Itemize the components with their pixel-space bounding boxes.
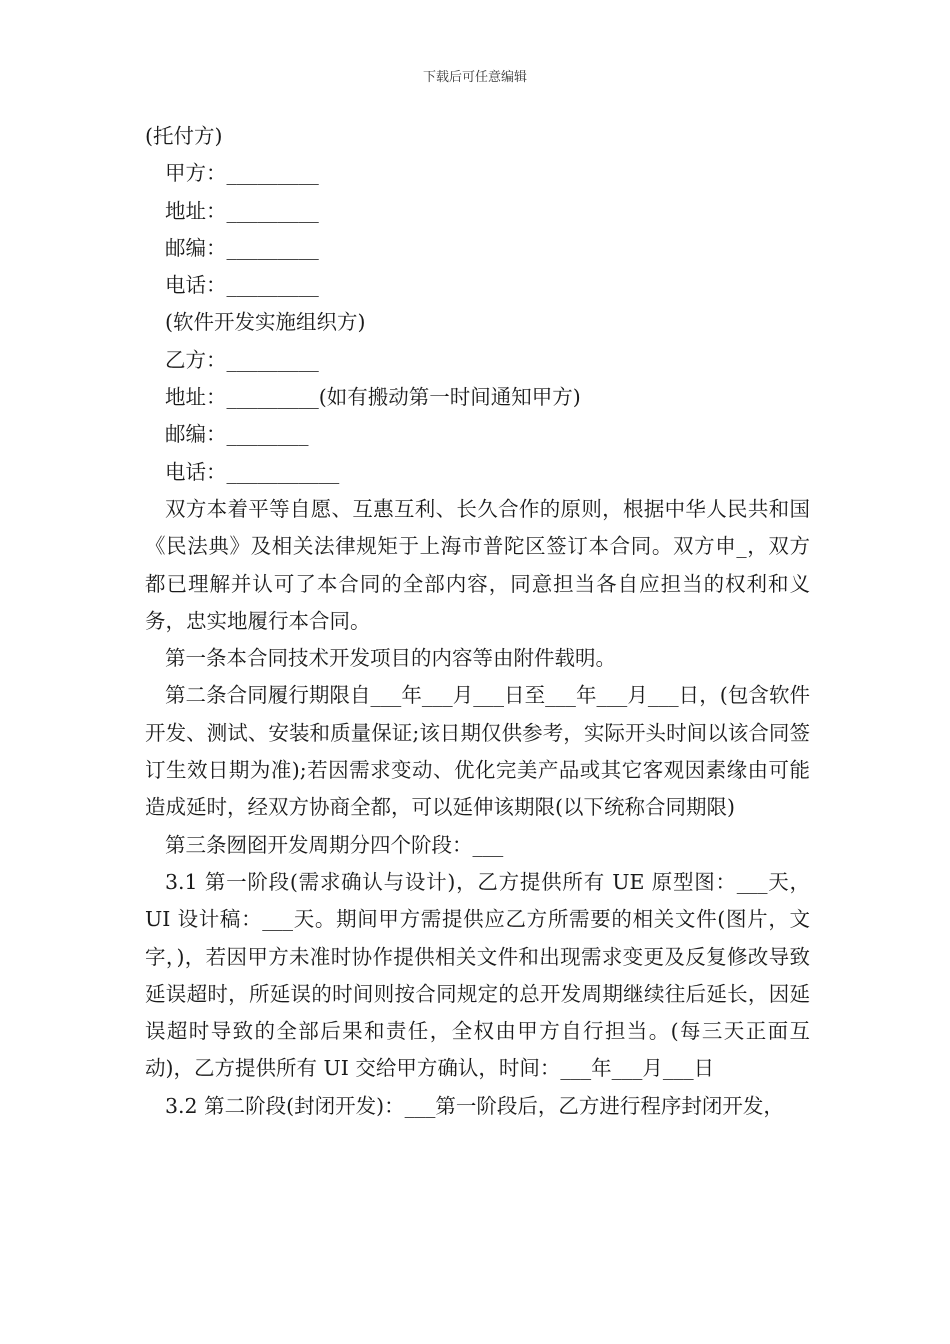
party-b-postcode: 邮编：________ — [165, 422, 309, 447]
party-a-postcode: 邮编：_________ — [165, 235, 319, 260]
party-b-name: 乙方：_________ — [165, 347, 319, 372]
party-a-name: 甲方：_________ — [165, 161, 319, 186]
party-a-phone: 电话：_________ — [165, 273, 319, 298]
party-a-heading: (托付方) — [145, 124, 223, 148]
article-2: 第二条合同履行期限自___年___月___日至___年___月___日，(包含软件开发、测试、安装和质量保证;该日期仅供参考，实际开头时间以该合同签订生效日期为准);若因需求变动、优化完美产品或其它客观因素缘由可能造成延时，经双方协商全都，可以延伸该期限(以下统称合同期限) — [145, 683, 810, 820]
preamble-paragraph: 双方本着平等自愿、互惠互利、长久合作的原则，根据中华人民共和国《民法典》及相关法律规矩于上海市普陀区签订本合同。双方申_，双方都已理解并认可了本合同的全部内容，同意担当各自应担当的权利和义务，忠实地履行本合同。 — [145, 496, 810, 633]
article-3-2: 3.2 第二阶段(封闭开发)：___第一阶段后，乙方进行程序封闭开发， — [165, 1093, 784, 1118]
party-a-address: 地址：_________ — [165, 198, 319, 223]
article-1: 第一条本合同技术开发项目的内容等由附件载明。 — [165, 646, 616, 671]
party-b-address: 地址：_________(如有搬动第一时间通知甲方) — [165, 385, 581, 410]
party-b-heading: (软件开发实施组织方) — [165, 310, 366, 335]
document-body — [145, 118, 810, 1125]
article-3-1: 3.1 第一阶段(需求确认与设计)，乙方提供所有 UE 原型图：___天，UI 设计稿：___天。期间甲方需提供应乙方所需要的相关文件(图片，文字，)，若因甲方未准时协作提供相关文件和出现需求变更及反复修改导致延误超时，所延误的时间则按合同规定的总开发周期继续往后延长，因延误超时导致的全部后果和责任，全权由甲方自行担当。(每三天正面互动)，乙方提供所有 UI 交给甲方确认，时间：___年___月___日 — [145, 869, 810, 1081]
article-3: 第三条囫囵开发周期分四个阶段：___ — [165, 832, 504, 857]
page-header: 下载后可任意编辑 — [422, 70, 527, 85]
party-b-phone: 电话：___________ — [165, 459, 340, 484]
